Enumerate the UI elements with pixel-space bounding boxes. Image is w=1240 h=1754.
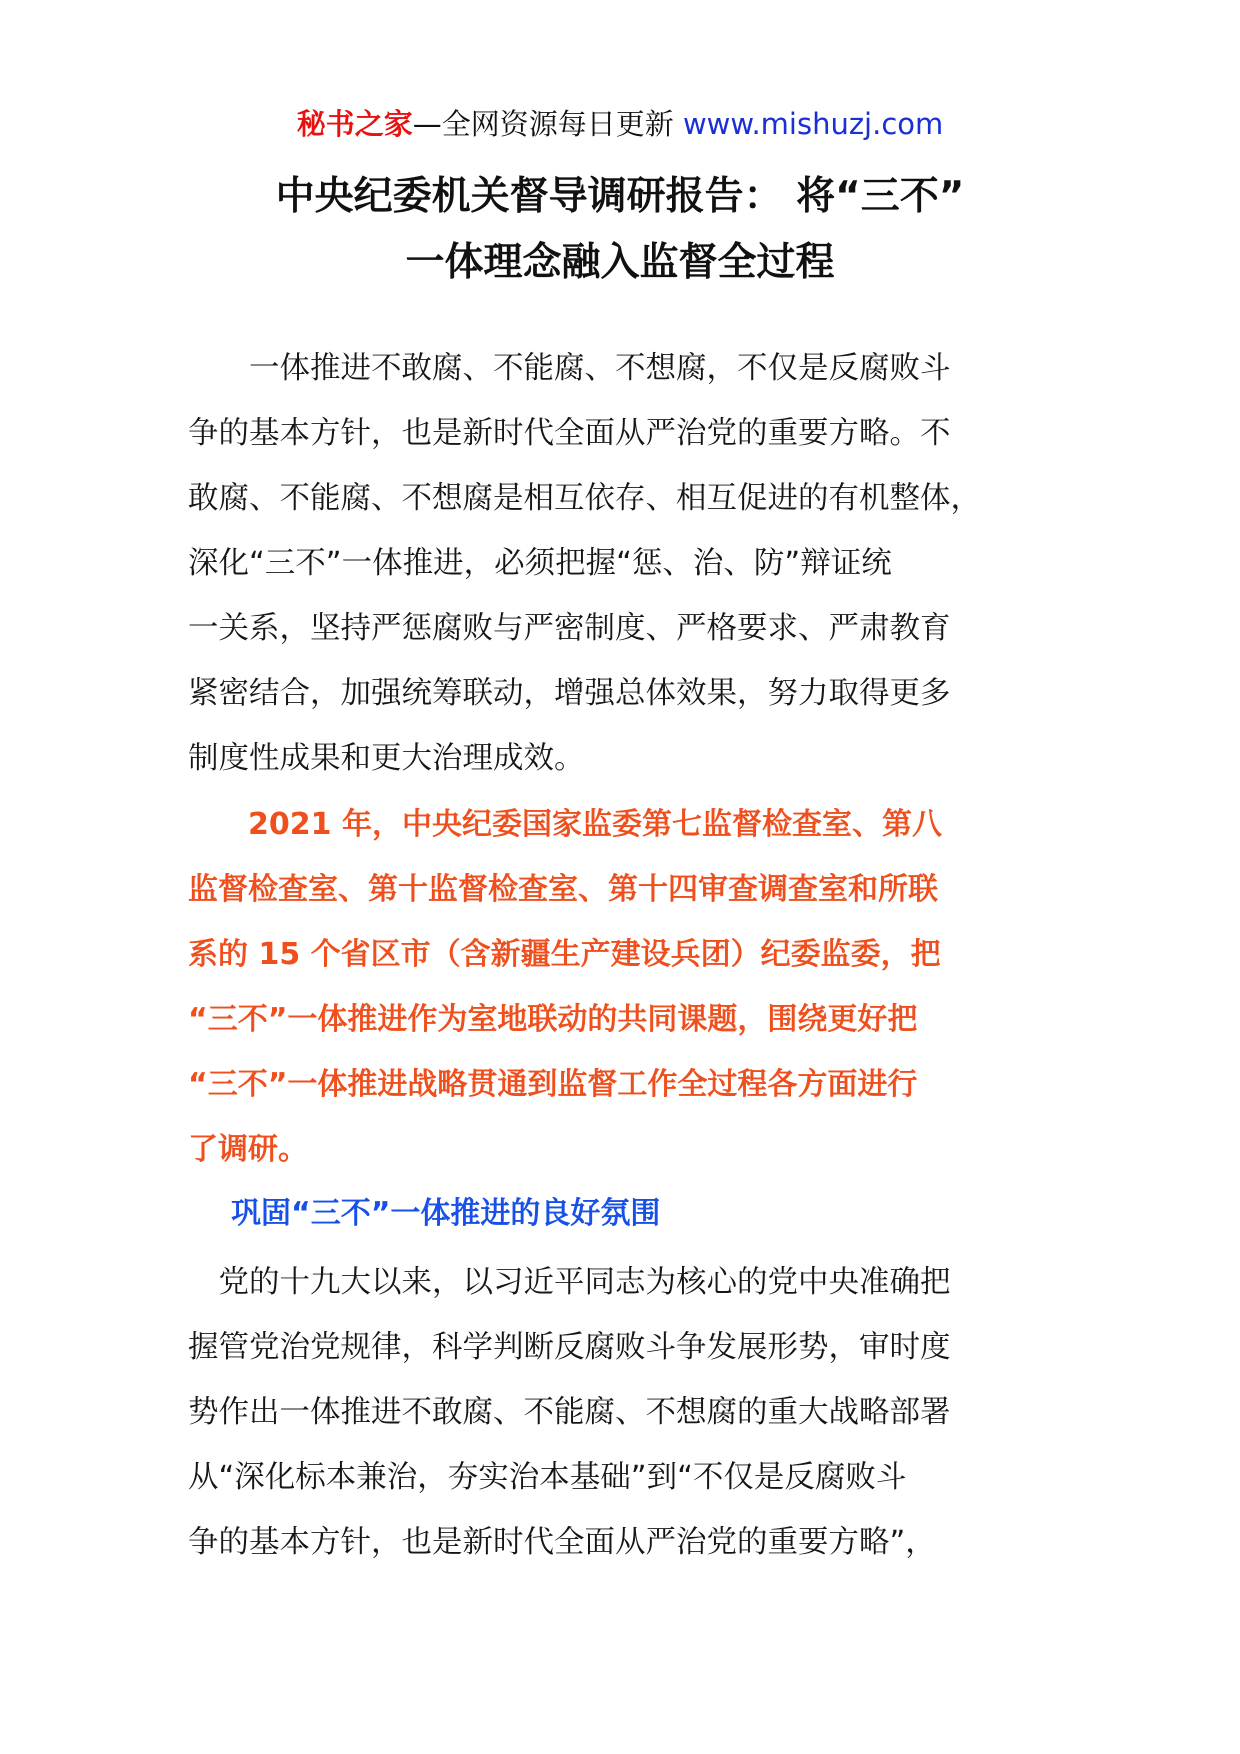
paragraph-line: 从“深化标本兼治，夯实治本基础”到“不仅是反腐败斗 bbox=[188, 1460, 907, 1495]
paragraph-line: 紧密结合，加强统筹联动，增强总体效果，努力取得更多 bbox=[188, 676, 951, 711]
highlight-line: 监督检查室、第十监督检查室、第十四审查调查室和所联 bbox=[188, 872, 938, 907]
paragraph-line: 一关系，坚持严惩腐败与严密制度、严格要求、严肃教育 bbox=[188, 611, 951, 646]
section-heading: 巩固“三不”一体推进的良好氛围 bbox=[231, 1196, 661, 1231]
paragraph-line: 势作出一体推进不敢腐、不能腐、不想腐的重大战略部署 bbox=[188, 1395, 951, 1430]
paragraph-highlight bbox=[188, 792, 1058, 1182]
paragraph-line: 争的基本方针，也是新时代全面从严治党的重要方略。不 bbox=[188, 416, 951, 451]
paragraph-line: 争的基本方针，也是新时代全面从严治党的重要方略”， bbox=[188, 1525, 936, 1560]
site-header bbox=[0, 104, 1240, 144]
site-tagline: —全网资源每日更新 bbox=[412, 107, 683, 141]
paragraph-line: 一体推进不敢腐、不能腐、不想腐，不仅是反腐败斗 bbox=[188, 351, 951, 386]
site-url-link[interactable]: www.mishuzj.com bbox=[682, 107, 944, 141]
highlight-line: “三不”一体推进战略贯通到监督工作全过程各方面进行 bbox=[188, 1067, 918, 1102]
paragraph-section-body bbox=[188, 1250, 1058, 1575]
paragraph-line: 握管党治党规律，科学判断反腐败斗争发展形势，审时度 bbox=[188, 1330, 951, 1365]
paragraph-line: 敢腐、不能腐、不想腐是相互依存、相互促进的有机整体， bbox=[188, 481, 981, 516]
paragraph-line: 党的十九大以来，以习近平同志为核心的党中央准确把 bbox=[188, 1265, 951, 1300]
title-line-2: 一体理念融入监督全过程 bbox=[405, 240, 835, 285]
highlight-line: 系的 15 个省区市（含新疆生产建设兵团）纪委监委，把 bbox=[188, 937, 941, 972]
paragraph-line: 深化“三不”一体推进，必须把握“惩、治、防”辩证统 bbox=[188, 546, 892, 581]
paragraph-intro bbox=[188, 336, 1058, 791]
highlight-line: “三不”一体推进作为室地联动的共同课题，围绕更好把 bbox=[188, 1002, 918, 1037]
paragraph-line: 制度性成果和更大治理成效。 bbox=[188, 741, 585, 776]
highlight-line: 2021 年，中央纪委国家监委第七监督检查室、第八 bbox=[188, 807, 942, 842]
title-line-1: 中央纪委机关督导调研报告： 将“三不” bbox=[275, 174, 965, 219]
document-title bbox=[150, 164, 1090, 296]
site-brand: 秘书之家 bbox=[296, 107, 413, 141]
highlight-line: 了调研。 bbox=[188, 1132, 308, 1167]
